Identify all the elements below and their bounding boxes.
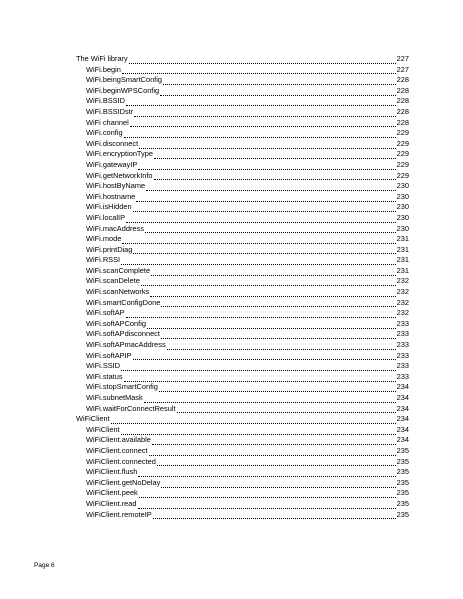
toc-entry[interactable]: [76, 234, 409, 245]
toc-entry-page: 230: [396, 181, 409, 191]
toc-entry-title: WiFi.encryptionType: [86, 149, 153, 159]
toc-entry[interactable]: [76, 86, 409, 97]
toc-dot-leader: [136, 195, 395, 202]
toc-entry-page: 233: [396, 318, 409, 328]
toc-entry-title: WiFi.softAP: [86, 308, 125, 318]
toc-entry[interactable]: [76, 202, 409, 213]
toc-entry-title: WiFiClient.available: [86, 435, 151, 445]
toc-dot-leader: [149, 449, 396, 456]
toc-dot-leader: [167, 343, 396, 350]
toc-entry[interactable]: [76, 467, 409, 478]
toc-dot-leader: [163, 78, 396, 85]
toc-entry[interactable]: [76, 276, 409, 287]
toc-entry[interactable]: [76, 54, 409, 65]
toc-entry[interactable]: [76, 266, 409, 277]
toc-entry-page: 232: [396, 297, 409, 307]
toc-entry[interactable]: [76, 382, 409, 393]
toc-dot-leader: [151, 269, 396, 276]
toc-entry-title: WiFi.localIP: [86, 212, 126, 222]
toc-entry-title: WiFi channel: [86, 117, 129, 127]
toc-entry[interactable]: [76, 329, 409, 340]
toc-dot-leader: [153, 512, 396, 519]
toc-entry-page: 232: [396, 308, 409, 318]
toc-entry[interactable]: [76, 255, 409, 266]
toc-dot-leader: [139, 491, 396, 498]
toc-entry-title: WiFi.softAPIP: [86, 350, 132, 360]
toc-entry-title: WiFi.begin: [86, 64, 121, 74]
toc-entry-page: 228: [396, 85, 409, 95]
toc-entry-title: WiFi.smartConfigDone: [86, 297, 161, 307]
toc-dot-leader: [122, 67, 396, 74]
toc-dot-leader: [154, 152, 396, 159]
toc-entry-page: 235: [396, 456, 409, 466]
toc-entry-title: WiFi.beginWPSConfig: [86, 85, 160, 95]
toc-entry[interactable]: [76, 499, 409, 510]
toc-entry-page: 230: [396, 202, 409, 212]
toc-entry[interactable]: [76, 107, 409, 118]
toc-entry-title: WiFi.scanNetworks: [86, 287, 150, 297]
toc-entry-title: WiFiClient.getNoDelay: [86, 477, 161, 487]
toc-dot-leader: [141, 279, 396, 286]
toc-entry[interactable]: [76, 457, 409, 468]
toc-entry-title: WiFiClient.flush: [86, 467, 138, 477]
toc-dot-leader: [161, 332, 396, 339]
toc-entry-title: WiFi.status: [86, 371, 123, 381]
toc-entry-page: 235: [396, 445, 409, 455]
toc-dot-leader: [139, 142, 395, 149]
toc-entry-title: The WiFi library: [76, 54, 128, 63]
toc-entry[interactable]: [76, 213, 409, 224]
toc-dot-leader: [152, 438, 396, 445]
toc-entry-title: WiFi.printDiag: [86, 244, 133, 254]
toc-entry[interactable]: [76, 404, 409, 415]
toc-entry-page: 228: [396, 75, 409, 85]
toc-dot-leader: [150, 290, 395, 297]
toc-entry-page: 228: [396, 96, 409, 106]
toc-entry-title: WiFi.beingSmartConfig: [86, 75, 162, 85]
toc-dot-leader: [122, 237, 395, 244]
toc-entry-page: 231: [396, 234, 409, 244]
toc-entry-page: 230: [396, 212, 409, 222]
toc-entry-title: WiFi.stopSmartConfig: [86, 382, 158, 392]
toc-entry[interactable]: [76, 361, 409, 372]
toc-entry-page: 233: [396, 371, 409, 381]
toc-entry-page: 234: [396, 424, 409, 434]
toc-entry-page: 227: [396, 54, 409, 63]
toc-entry-page: 230: [396, 223, 409, 233]
toc-entry-page: 235: [396, 488, 409, 498]
toc-dot-leader: [138, 470, 395, 477]
toc-entry[interactable]: [76, 372, 409, 383]
toc-entry[interactable]: [76, 414, 409, 425]
toc-dot-leader: [133, 205, 396, 212]
toc-entry-page: 235: [396, 509, 409, 519]
toc-entry-title: WiFiClient: [86, 424, 120, 434]
toc-entry-title: WiFi.macAddress: [86, 223, 144, 233]
toc-entry-page: 233: [396, 340, 409, 350]
toc-entry[interactable]: [76, 245, 409, 256]
toc-entry[interactable]: [76, 319, 409, 330]
toc-dot-leader: [130, 120, 396, 127]
toc-dot-leader: [146, 184, 396, 191]
toc-dot-leader: [121, 428, 396, 435]
toc-dot-leader: [145, 226, 396, 233]
toc-dot-leader: [154, 173, 396, 180]
toc-entry-page: 235: [396, 467, 409, 477]
toc-entry[interactable]: [76, 425, 409, 436]
toc-entry-page: 233: [396, 350, 409, 360]
toc-entry[interactable]: [76, 96, 409, 107]
toc-entry[interactable]: [76, 298, 409, 309]
toc-entry-title: WiFi.SSID: [86, 361, 121, 371]
toc-dot-leader: [126, 311, 396, 318]
toc-entry-page: 234: [396, 393, 409, 402]
toc-entry-page: 235: [396, 477, 409, 487]
toc-entry-title: WiFi.disconnect: [86, 138, 139, 148]
toc-entry-page: 231: [396, 265, 409, 275]
toc-entry-page: 232: [396, 276, 409, 286]
toc-entry-title: WiFi.subnetMask: [86, 393, 143, 402]
toc-entry-title: WiFiClient: [76, 414, 110, 424]
toc-dot-leader: [160, 89, 396, 96]
toc-entry-title: WiFi.softAPConfig: [86, 318, 146, 328]
toc-entry-title: WiFi.BSSIDstr: [86, 106, 134, 116]
toc-entry-page: 234: [396, 435, 409, 445]
toc-entry-title: WiFi.softAPdisconnect: [86, 329, 160, 339]
toc-entry-page: 229: [396, 149, 409, 159]
toc-entry-title: WiFiClient.peek: [86, 488, 138, 498]
toc-entry-title: WiFi.gatewayIP: [86, 159, 138, 169]
toc-entry[interactable]: [76, 118, 409, 129]
toc-entry[interactable]: [76, 488, 409, 499]
toc-entry-page: 232: [396, 287, 409, 297]
toc-entry-title: WiFi.isHidden: [86, 202, 132, 212]
toc-entry-title: WiFi.config: [86, 128, 123, 138]
toc-dot-leader: [138, 163, 395, 170]
toc-entry-page: 227: [396, 64, 409, 74]
toc-entry-page: 234: [396, 382, 409, 392]
toc-entry-page: 231: [396, 244, 409, 254]
toc-dot-leader: [121, 364, 396, 371]
toc-entry-title: WiFi.hostByName: [86, 181, 146, 191]
toc-entry[interactable]: [76, 287, 409, 298]
toc-entry[interactable]: [76, 435, 409, 446]
toc-entry[interactable]: [76, 139, 409, 150]
toc-dot-leader: [134, 110, 395, 117]
toc-entry[interactable]: [76, 308, 409, 319]
toc-entry[interactable]: [76, 224, 409, 235]
page-number: Page 6: [34, 562, 55, 569]
toc-entry-page: 228: [396, 117, 409, 127]
toc-entry-page: 228: [396, 106, 409, 116]
toc-entry[interactable]: [76, 478, 409, 489]
toc-entry-title: WiFi.mode: [86, 234, 122, 244]
toc-entry-title: WiFi.BSSID: [86, 96, 126, 106]
toc-dot-leader: [129, 57, 396, 64]
toc-entry-title: WiFi.waitForConnectResult: [86, 403, 176, 413]
toc-entry[interactable]: [76, 510, 409, 521]
toc-dot-leader: [147, 322, 396, 329]
toc-entry[interactable]: [76, 128, 409, 139]
toc-dot-leader: [133, 353, 396, 360]
toc-entry[interactable]: [76, 181, 409, 192]
toc-entry-title: WiFiClient.remoteIP: [86, 509, 152, 519]
toc-entry[interactable]: [76, 149, 409, 160]
toc-entry-title: WiFi.scanDelete: [86, 276, 140, 286]
toc-dot-leader: [124, 131, 396, 138]
toc-entry-page: 231: [396, 255, 409, 265]
toc-entry[interactable]: [76, 171, 409, 182]
toc-entry-page: 229: [396, 128, 409, 138]
toc-dot-leader: [138, 502, 396, 509]
toc-entry-title: WiFi.softAPmacAddress: [86, 340, 166, 350]
toc-entry[interactable]: [76, 65, 409, 76]
toc-dot-leader: [161, 300, 395, 307]
toc-dot-leader: [157, 459, 396, 466]
toc-dot-leader: [144, 396, 396, 403]
toc-entry-page: 233: [396, 361, 409, 371]
toc-dot-leader: [111, 417, 396, 424]
toc-dot-leader: [126, 216, 396, 223]
toc-entry[interactable]: [76, 192, 409, 203]
toc-dot-leader: [124, 375, 396, 382]
toc-entry-page: 234: [396, 403, 409, 413]
toc-dot-leader: [126, 99, 396, 106]
toc-dot-leader: [121, 258, 396, 265]
toc-entry-title: WiFi.RSSI: [86, 255, 121, 265]
toc-entry-page: 233: [396, 329, 409, 339]
toc-entry-page: 234: [396, 414, 409, 424]
toc-entry[interactable]: [76, 446, 409, 457]
toc-entry-page: 230: [396, 191, 409, 201]
table-of-contents: [76, 54, 409, 520]
toc-entry-page: 229: [396, 159, 409, 169]
toc-entry[interactable]: [76, 351, 409, 362]
toc-entry-title: WiFiClient.connect: [86, 445, 148, 455]
toc-dot-leader: [177, 406, 396, 413]
toc-entry-title: WiFiClient.read: [86, 498, 137, 508]
toc-entry-title: WiFiClient.connected: [86, 456, 156, 466]
toc-entry-page: 229: [396, 138, 409, 148]
toc-entry[interactable]: [76, 340, 409, 351]
toc-entry-title: WiFi.hostname: [86, 191, 136, 201]
toc-entry-title: WiFi.scanComplete: [86, 265, 151, 275]
toc-entry[interactable]: [76, 393, 409, 404]
toc-entry[interactable]: [76, 160, 409, 171]
toc-dot-leader: [159, 385, 396, 392]
toc-entry-page: 235: [396, 498, 409, 508]
toc-entry[interactable]: [76, 75, 409, 86]
toc-dot-leader: [133, 247, 395, 254]
toc-entry-page: 229: [396, 170, 409, 180]
toc-entry-title: WiFi.getNetworkInfo: [86, 170, 153, 180]
toc-dot-leader: [161, 481, 395, 488]
